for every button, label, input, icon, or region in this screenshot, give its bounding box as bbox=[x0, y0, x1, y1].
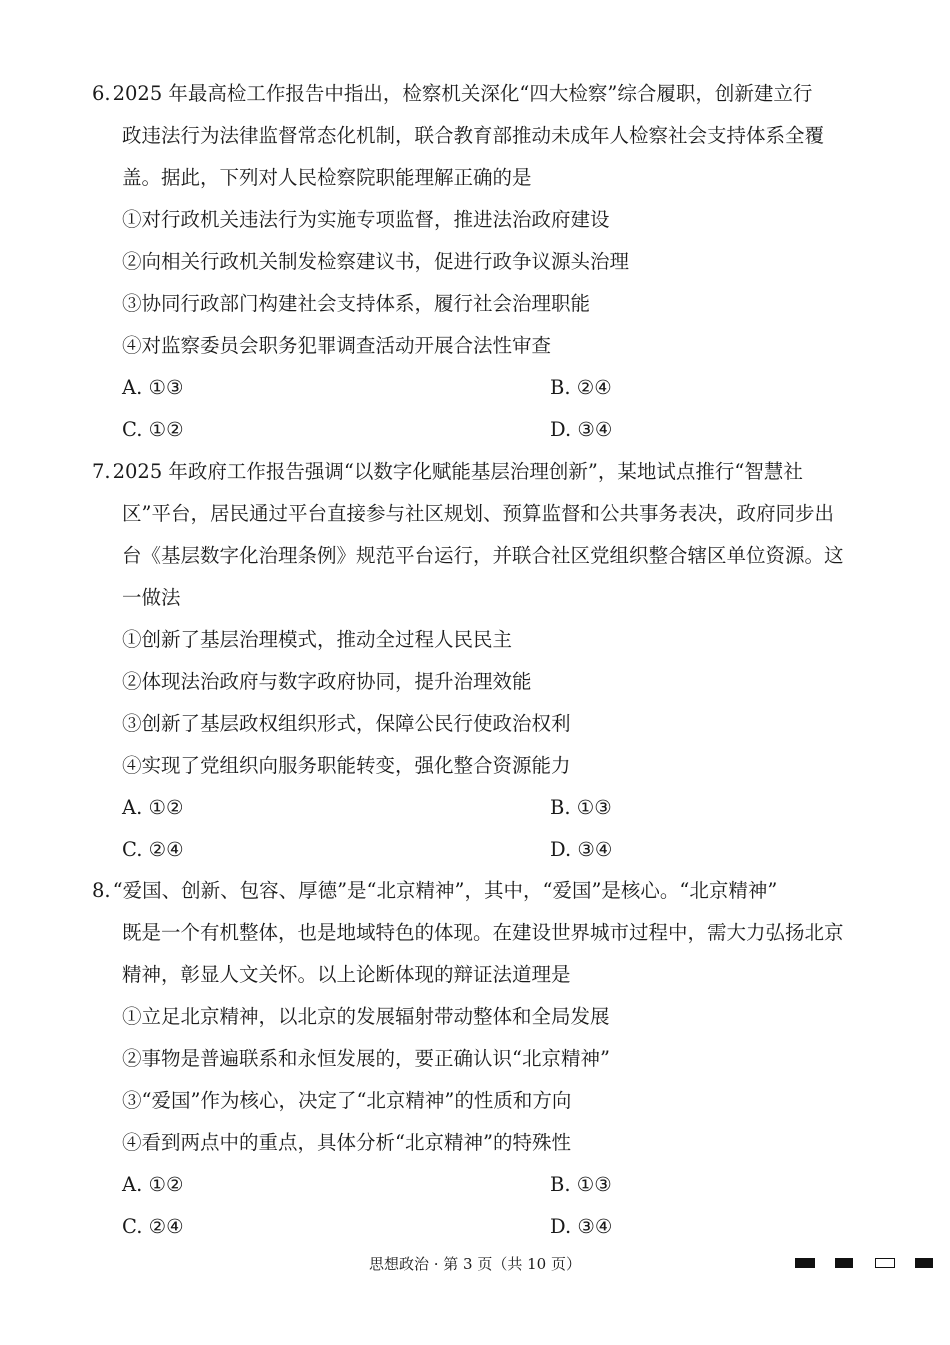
question-number: 6. bbox=[92, 82, 111, 105]
option-a[interactable]: A. ①② bbox=[122, 796, 184, 819]
option-b[interactable]: B. ①③ bbox=[550, 796, 612, 819]
statement-item: ③创新了基层政权组织形式，保障公民行使政治权利 bbox=[122, 712, 571, 735]
statement-item: ①立足北京精神，以北京的发展辐射带动整体和全局发展 bbox=[122, 1005, 610, 1028]
page-footer: 思想政治 · 第 3 页（共 10 页） bbox=[368, 1255, 581, 1273]
filled-mark-icon bbox=[835, 1258, 853, 1268]
filled-mark-icon bbox=[915, 1258, 933, 1268]
question-stem-line: 区”平台，居民通过平台直接参与社区规划、预算监督和公共事务表决，政府同步出 bbox=[122, 502, 834, 525]
statement-item: ④对监察委员会职务犯罪调查活动开展合法性审查 bbox=[122, 334, 552, 357]
option-b[interactable]: B. ①③ bbox=[550, 1173, 612, 1196]
question-number: 8. bbox=[92, 879, 111, 902]
question-7 bbox=[92, 451, 914, 871]
statement-item: ④实现了党组织向服务职能转变，强化整合资源能力 bbox=[122, 754, 571, 777]
option-d[interactable]: D. ③④ bbox=[550, 838, 613, 861]
statement-item: ③协同行政部门构建社会支持体系，履行社会治理职能 bbox=[122, 292, 591, 315]
statement-item: ④看到两点中的重点，具体分析“北京精神”的特殊性 bbox=[122, 1131, 571, 1154]
statement-item: ③“爱国”作为核心，决定了“北京精神”的性质和方向 bbox=[122, 1089, 572, 1112]
answer-options-row bbox=[92, 1206, 914, 1248]
answer-options-row bbox=[92, 367, 914, 409]
question-stem-line: 精神，彰显人文关怀。以上论断体现的辩证法道理是 bbox=[122, 963, 571, 986]
option-c[interactable]: C. ②④ bbox=[122, 1215, 184, 1238]
question-stem-line: 8. “爱国、创新、包容、厚德”是“北京精神”，其中，“爱国”是核心。“北京精神” bbox=[92, 879, 778, 902]
statement-item: ①创新了基层治理模式，推动全过程人民民主 bbox=[122, 628, 513, 651]
answer-options-row bbox=[92, 409, 914, 451]
question-stem-line: 6. 2025 年最高检工作报告中指出，检察机关深化“四大检察”综合履职，创新建立行 bbox=[92, 82, 813, 105]
open-mark-icon bbox=[875, 1258, 895, 1268]
option-c[interactable]: C. ②④ bbox=[122, 838, 184, 861]
question-stem-line: 7. 2025 年政府工作报告强调“以数字化赋能基层治理创新”，某地试点推行“智慧社 bbox=[92, 460, 803, 483]
statement-item: ②向相关行政机关制发检察建议书，促进行政争议源头治理 bbox=[122, 250, 630, 273]
question-stem-line: 政违法行为法律监督常态化机制，联合教育部推动未成年人检察社会支持体系全覆 bbox=[122, 124, 825, 147]
statement-item: ②事物是普遍联系和永恒发展的，要正确认识“北京精神” bbox=[122, 1047, 610, 1070]
question-stem-line: 台《基层数字化治理条例》规范平台运行，并联合社区党组织整合辖区单位资源。这 bbox=[122, 544, 844, 567]
option-a[interactable]: A. ①② bbox=[122, 1173, 184, 1196]
question-8 bbox=[92, 870, 914, 1248]
question-stem-line: 盖。据此，下列对人民检察院职能理解正确的是 bbox=[122, 166, 532, 189]
option-d[interactable]: D. ③④ bbox=[550, 418, 613, 441]
option-a[interactable]: A. ①③ bbox=[122, 376, 184, 399]
question-number: 7. bbox=[92, 460, 111, 483]
question-6 bbox=[92, 73, 914, 451]
question-stem-line: 既是一个有机整体，也是地域特色的体现。在建设世界城市过程中，需大力弘扬北京 bbox=[122, 921, 844, 944]
statement-item: ①对行政机关违法行为实施专项监督，推进法治政府建设 bbox=[122, 208, 610, 231]
answer-options-row bbox=[92, 787, 914, 829]
option-d[interactable]: D. ③④ bbox=[550, 1215, 613, 1238]
answer-options-row bbox=[92, 829, 914, 871]
statement-item: ②体现法治政府与数字政府协同，提升治理效能 bbox=[122, 670, 532, 693]
filled-mark-icon bbox=[795, 1258, 815, 1268]
answer-options-row bbox=[92, 1164, 914, 1206]
question-stem-line: 一做法 bbox=[122, 586, 181, 609]
option-c[interactable]: C. ①② bbox=[122, 418, 184, 441]
option-b[interactable]: B. ②④ bbox=[550, 376, 612, 399]
